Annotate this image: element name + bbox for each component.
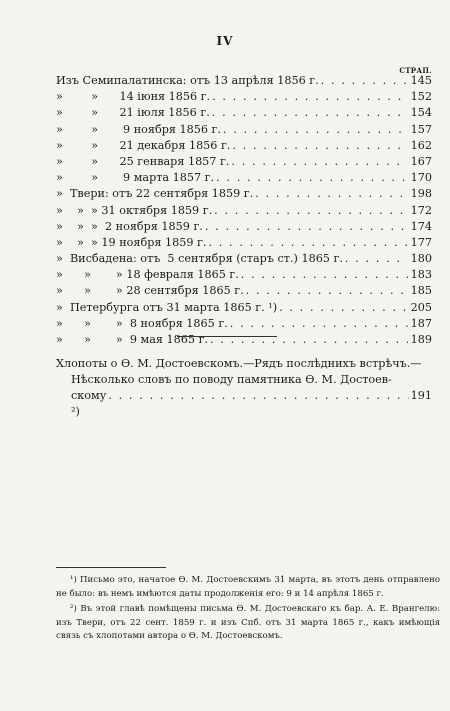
leader-dots [255, 187, 408, 200]
table-of-contents [56, 74, 432, 349]
toc-row [56, 187, 432, 203]
leader-dots [279, 301, 408, 314]
toc-row [56, 204, 432, 220]
toc-row [56, 317, 432, 333]
leader-dots [321, 74, 408, 87]
chapter-entry [56, 356, 432, 420]
toc-row [56, 139, 432, 155]
leader-dots [345, 252, 408, 265]
leader-dots [212, 106, 408, 119]
toc-row-text: » » » 9 мая 1865 г. [56, 333, 208, 346]
toc-row-text: » » » 8 ноября 1865 г. [56, 316, 228, 330]
toc-row-page: 205 [410, 300, 432, 314]
toc-row-page: 154 [410, 106, 432, 120]
leader-dots [205, 220, 408, 233]
footnote-text: Въ этой главѣ помѣщены письма Ѳ. М. Достоевскаго къ бар. А. Е. Врангелю: изъ Твери, отъ 22 сент. 1859 г. и изъ Спб. отъ 31 марта 1865 г., какъ имѣющія связь съ хлопотами автора о Ѳ. М. Достоевскомъ. [56, 604, 440, 642]
footnote [56, 603, 440, 644]
chapter-entry-line: Нѣсколько словъ по поводу памятника Ѳ. М. Достоев- [71, 373, 392, 386]
toc-row-text: » » 9 ноября 1856 г. [56, 122, 221, 136]
toc-row-text: » » » 19 ноября 1859 г. [56, 235, 207, 249]
leader-dots [246, 284, 408, 297]
toc-row-page: 180 [410, 252, 432, 266]
page-number: IV [216, 34, 234, 48]
leader-dots [108, 388, 408, 404]
toc-row-page: 172 [410, 203, 432, 217]
chapter-entry-page: 191 [410, 389, 432, 402]
leader-dots [231, 155, 408, 168]
toc-row-page: 152 [410, 90, 432, 104]
leader-dots [210, 333, 408, 346]
toc-row-page: 185 [410, 284, 432, 298]
chapter-entry-line: Хлопоты о Ѳ. М. Достоевскомъ.—Рядъ послѣднихъ встрѣчъ.— [56, 357, 422, 370]
chapter-entry-line: скому ²) [71, 389, 107, 418]
toc-row [56, 236, 432, 252]
footnote-mark: ²) [70, 604, 77, 615]
toc-row-page: 183 [410, 268, 432, 282]
leader-dots [232, 139, 408, 152]
toc-row-text: » » » 28 сентября 1865 г. [56, 284, 244, 298]
leader-dots [241, 268, 408, 281]
toc-row-text: » Твери: отъ 22 сентября 1859 г. [56, 187, 254, 201]
toc-row-text: » » » 31 октября 1859 г. [56, 203, 213, 217]
toc-row-page: 145 [410, 74, 432, 87]
toc-row [56, 155, 432, 171]
toc-row-text: » » 9 марта 1857 г. [56, 171, 215, 185]
footnotes [56, 574, 440, 646]
toc-row-page: 157 [410, 122, 432, 136]
toc-row [56, 268, 432, 284]
toc-row [56, 74, 432, 90]
toc-row-page: 189 [410, 333, 432, 346]
toc-row [56, 123, 432, 139]
toc-row-text: » » 21 декабря 1856 г. [56, 138, 231, 152]
toc-row-text: » » 14 іюня 1856 г. [56, 90, 211, 104]
toc-row [56, 252, 432, 268]
toc-row-page: 187 [410, 316, 432, 330]
toc-row-text: » » 25 генваря 1857 г. [56, 154, 230, 168]
leader-dots [230, 317, 408, 330]
toc-row-page: 170 [410, 171, 432, 185]
toc-row [56, 220, 432, 236]
page-column-header: СТРАП. [399, 66, 432, 75]
leader-dots [223, 123, 408, 136]
leader-dots [208, 236, 408, 249]
leader-dots [216, 171, 408, 184]
toc-row [56, 171, 432, 187]
toc-row-page: 167 [410, 154, 432, 168]
toc-row [56, 106, 432, 122]
leader-dots [212, 90, 408, 103]
leader-dots [214, 204, 408, 217]
toc-row-text: » » » 2 ноября 1859 г. [56, 219, 203, 233]
section-divider [177, 336, 277, 337]
toc-row-page: 177 [410, 235, 432, 249]
toc-row-text: » » 21 іюля 1856 г. [56, 106, 210, 120]
toc-row-page: 162 [410, 138, 432, 152]
toc-row-text: » Петербурга отъ 31 марта 1865 г. ¹) [56, 300, 278, 314]
footnote-divider [56, 567, 166, 568]
toc-row-page: 198 [410, 187, 432, 201]
toc-row-text: » Висбадена: отъ 5 сентября (старъ ст.) 1865 г. [56, 252, 343, 266]
toc-row-text: Изъ Семипалатинска: отъ 13 апрѣля 1856 г. [56, 74, 319, 87]
footnote [56, 574, 440, 601]
chapter-entry-last-line [56, 388, 432, 420]
footnote-mark: ¹) [70, 575, 77, 585]
footnote-text: Письмо это, начатое Ѳ. М. Достоевскимъ 31 марта, въ этотъ день отправлено не было: въ немъ имѣются даты продолженія его: 9 и 14 апрѣля 1865 г. [56, 575, 440, 599]
toc-row [56, 301, 432, 317]
toc-row-text: » » » 18 февраля 1865 г. [56, 268, 239, 282]
toc-row-page: 174 [410, 219, 432, 233]
toc-row [56, 284, 432, 300]
toc-row [56, 90, 432, 106]
